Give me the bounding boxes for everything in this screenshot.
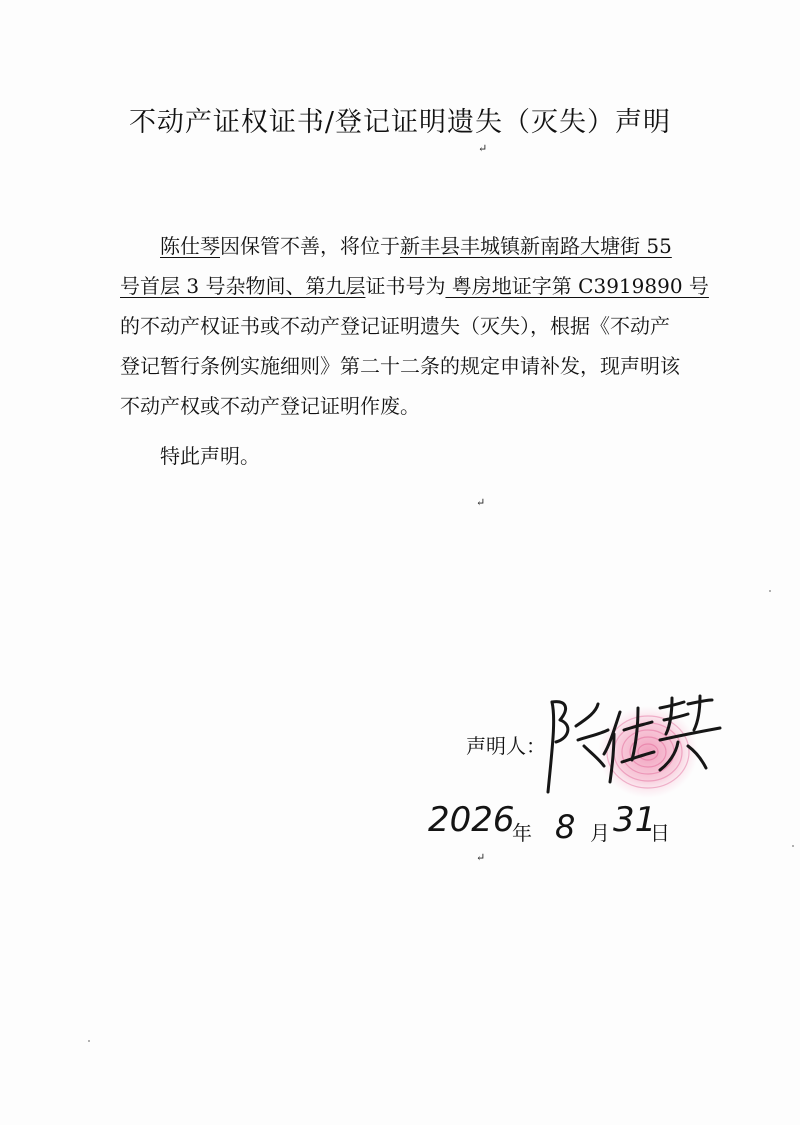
date-day-label: 日 (650, 821, 670, 845)
body-text: 的不动产权证书或不动产登记证明遗失（灭失），根据《不动产 (120, 314, 670, 338)
body-line-1 (160, 230, 672, 259)
declarant-label: 声明人： (466, 734, 546, 758)
body-text: 证书号为 (365, 274, 446, 298)
body-line-3 (120, 310, 670, 339)
paragraph-mark: ↵ (476, 496, 486, 509)
handwritten-signature (538, 690, 723, 800)
closing-statement: 特此声明。 (160, 444, 260, 468)
paragraph-mark: ↵ (476, 851, 486, 864)
date-year-label: 年 (512, 821, 532, 845)
date-year-handwritten: 2026 (428, 800, 515, 840)
body-text: 因保管不善，将位于 (220, 234, 400, 258)
date-day-handwritten: 31 (613, 800, 657, 840)
body-text: 登记暂行条例实施细则》第二十二条的规定申请补发，现声明该 (120, 354, 680, 378)
body-line-5 (120, 390, 420, 419)
declarant-name: 陈仕琴 (160, 234, 220, 258)
body-line-2 (120, 270, 709, 299)
property-address: 新丰县丰城镇新南路大塘街 55 (400, 234, 672, 258)
paragraph-mark: ↵ (478, 142, 488, 155)
body-text: 不动产权或不动产登记证明作废。 (120, 394, 420, 418)
document-title: 不动产证权证书/登记证明遗失（灭失）声明 (128, 107, 672, 138)
property-address-cont: 号首层 3 号杂物间、第九层 (120, 274, 366, 298)
date-month-handwritten: 8 (555, 808, 576, 846)
certificate-number: 粤房地证字第 C3919890 号 (445, 274, 709, 298)
body-line-4 (120, 350, 680, 379)
date-month-label: 月 (590, 821, 610, 845)
